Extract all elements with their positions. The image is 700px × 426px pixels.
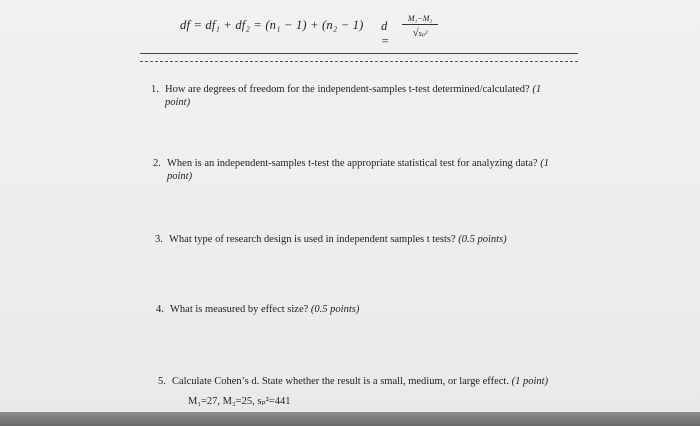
question-number: 2.: [153, 158, 161, 169]
question-number: 4.: [156, 304, 164, 315]
question-points: (0.5 points): [310, 304, 360, 315]
question-number: 1.: [151, 84, 159, 95]
solid-divider: [140, 53, 578, 54]
pooled-variance-symbol: sₚ²: [418, 29, 428, 38]
square-root-icon: √: [412, 27, 419, 39]
question-points: (1 point): [511, 376, 549, 387]
question-text: Calculate Cohen’s d. State whether the result is a small, medium, or large effect. (1 point): [172, 376, 549, 387]
degrees-of-freedom-formula: df = df₁ + df₂ = (n₁ − 1) + (n₂ − 1): [180, 18, 364, 32]
fraction-bar: [402, 24, 438, 25]
question-points-continued: point): [167, 171, 193, 182]
question-points: (1: [532, 84, 542, 95]
cohens-d-fraction: [402, 14, 438, 41]
question-text: What type of research design is used in independent samples t tests? (0.5 points): [169, 234, 507, 245]
cohens-d-numerator: M₁−M₂: [407, 14, 433, 23]
cohens-d-lhs: d =: [381, 19, 390, 48]
cohens-d-denominator: [402, 26, 438, 41]
background-edge: [0, 412, 700, 426]
question-text: How are degrees of freedom for the independent-samples t-test determined/calculated? (1: [165, 84, 542, 95]
formula-row: [0, 14, 700, 50]
given-values: M₁=27, M₂=25, sₚ²=441: [188, 396, 291, 407]
question-text: When is an independent-samples t-test the appropriate statistical test for analyzing data? (1: [167, 158, 549, 169]
question-points: (1: [540, 158, 549, 169]
question-points-continued: point): [165, 97, 191, 108]
question-points: (0.5 points): [458, 234, 507, 245]
question-number: 5.: [158, 376, 166, 387]
question-text: What is measured by effect size? (0.5 points): [170, 304, 360, 315]
dashed-divider: [140, 61, 578, 62]
question-number: 3.: [155, 234, 163, 245]
